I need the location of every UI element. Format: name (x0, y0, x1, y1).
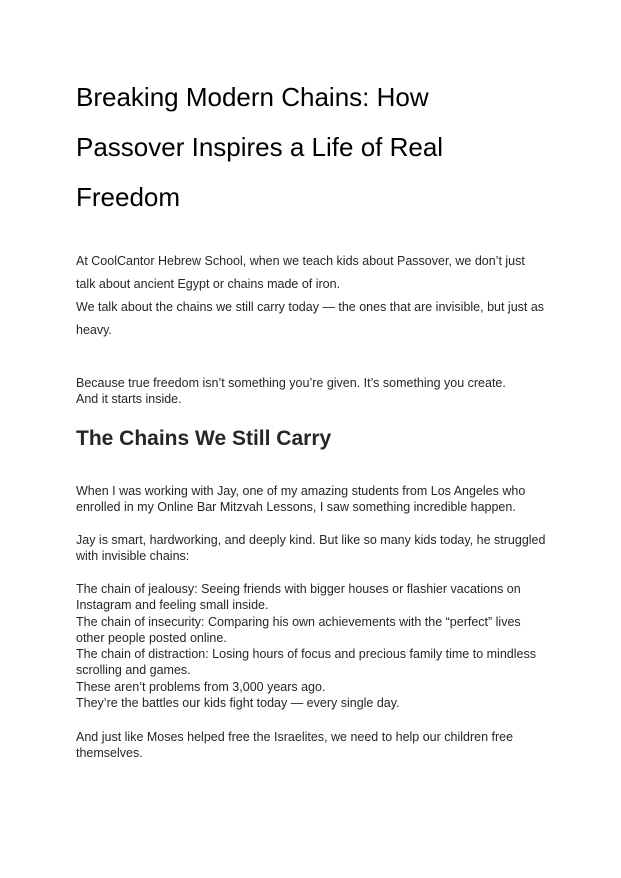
chains-paragraph (76, 581, 556, 711)
chains-line: They’re the battles our kids fight today — every single day. (76, 696, 400, 711)
jay-struggle-line: with invisible chains: (76, 549, 190, 564)
jay-struggle-paragraph (76, 532, 556, 565)
chains-line: other people posted online. (76, 630, 227, 645)
freedom-line: Because true freedom isn’t something you’re given. It’s something you create. (76, 376, 506, 390)
intro-paragraph (76, 250, 556, 342)
jay-intro-paragraph (76, 483, 556, 516)
jay-intro-line: enrolled in my Online Bar Mitzvah Lessons, I saw something incredible happen. (76, 500, 516, 515)
chains-line: scrolling and games. (76, 663, 191, 678)
title-line: Freedom (76, 182, 181, 212)
intro-line: heavy. (76, 323, 112, 337)
intro-line: At CoolCantor Hebrew School, when we teach kids about Passover, we don’t just (76, 254, 525, 268)
chains-line: These aren’t problems from 3,000 years ago. (76, 679, 326, 694)
chains-line: The chain of distraction: Losing hours of focus and precious family time to mindless (76, 647, 536, 662)
intro-line: talk about ancient Egypt or chains made of iron. (76, 277, 341, 291)
freedom-paragraph (76, 375, 556, 408)
jay-intro-line: When I was working with Jay, one of my amazing students from Los Angeles who (76, 484, 526, 498)
freedom-line: And it starts inside. (76, 392, 182, 407)
moses-paragraph (76, 729, 556, 762)
chains-line: Instagram and feeling small inside. (76, 598, 269, 613)
moses-line: And just like Moses helped free the Israelites, we need to help our children free (76, 730, 514, 744)
article-title (76, 72, 576, 222)
moses-line: themselves. (76, 746, 143, 761)
chains-line: The chain of jealousy: Seeing friends with bigger houses or flashier vacations on (76, 582, 521, 596)
title-line: Passover Inspires a Life of Real (76, 132, 444, 162)
title-line: Breaking Modern Chains: How (76, 82, 429, 112)
chains-line: The chain of insecurity: Comparing his own achievements with the “perfect” lives (76, 614, 521, 629)
jay-struggle-line: Jay is smart, hardworking, and deeply kind. But like so many kids today, he struggled (76, 533, 546, 547)
section-heading: The Chains We Still Carry (76, 427, 332, 450)
intro-line: We talk about the chains we still carry today — the ones that are invisible, but just as (76, 300, 545, 314)
